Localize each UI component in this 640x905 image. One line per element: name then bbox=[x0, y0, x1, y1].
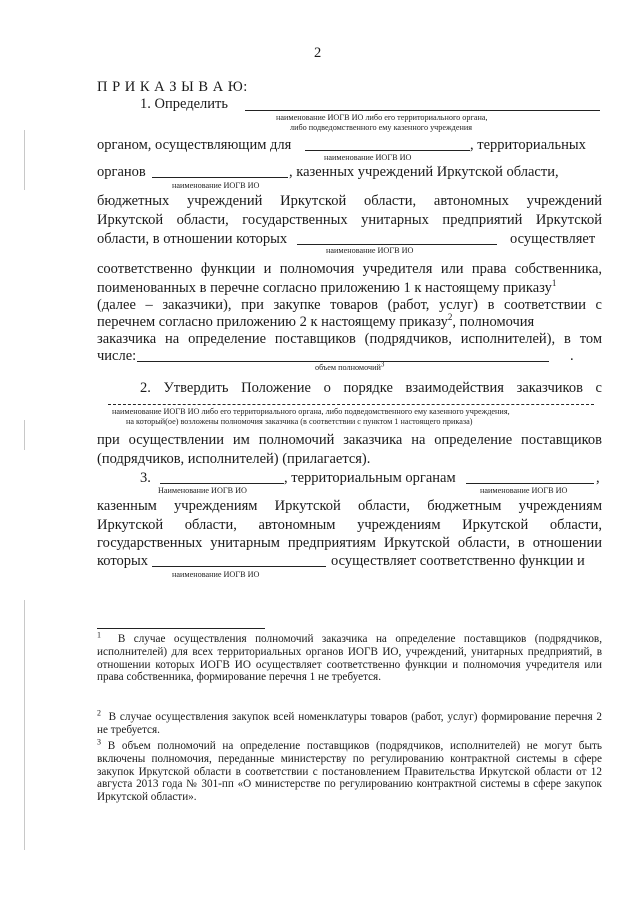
text-line: которых bbox=[97, 553, 149, 569]
text-line: органом, осуществляющим для bbox=[97, 137, 292, 153]
footnote-text: В объем полномочий на определение поставщиков (подрядчиков, исполнителей) не могут быть включены полномочия, переданные министерству по регулированию контрактной системы в сфере закупок Иркутской области в соответствии с постановлением Правительства Иркутской области от 12 августа 2013 года № 301-пп «О министерстве по регулированию контрактной системы в сфере закупок Иркутской области». bbox=[97, 740, 603, 804]
footnote-ref: 2 bbox=[447, 312, 453, 323]
footnote-1 bbox=[97, 630, 602, 684]
footnote-text: В случае осуществления полномочий заказчика на определение поставщиков (подрядчиков, исполнителей) для всех территориальных органов ИОГВ ИО, учреждений, унитарных предприятий, в отношении которых ИОГВ ИО осуществляет соответственно функции и полномочия учредителя или права собственника, формирование перечня 1 не требуется. bbox=[97, 633, 602, 684]
blank-field bbox=[297, 244, 497, 245]
text-span: , полномочия bbox=[452, 314, 535, 330]
text-line: 2. Утвердить Положение о порядке взаимодействия заказчиков с bbox=[140, 380, 602, 396]
text-line: 3. bbox=[140, 470, 151, 486]
text-line: казенным учреждениям Иркутской области, бюджетным учреждениям bbox=[97, 498, 602, 514]
left-margin-mark bbox=[24, 130, 25, 190]
text-line: числе: bbox=[97, 348, 137, 364]
text-line: области, в отношении которых bbox=[97, 231, 288, 247]
text-line: , территориальным органам bbox=[284, 470, 456, 486]
text-span: поименованных в перечне согласно приложению 1 к настоящему приказу bbox=[97, 280, 552, 296]
field-caption: наименование ИОГВ ИО либо его территориального органа, либо подведомственного ему казенного учреждения, bbox=[112, 407, 510, 416]
text-line: государственных унитарным предприятиям Иркутской области, в отношении bbox=[97, 535, 602, 551]
field-caption bbox=[315, 360, 385, 372]
footnote-2 bbox=[97, 708, 603, 737]
text-line: , казенных учреждений Иркутской области, bbox=[289, 164, 559, 180]
text-line: осуществляет bbox=[510, 231, 596, 247]
field-caption: либо подведомственного ему казенного учреждения bbox=[290, 123, 473, 132]
text-line bbox=[97, 280, 556, 296]
text-line: соответственно функции и полномочия учредителя или права собственника, bbox=[97, 261, 602, 277]
text-line: органов bbox=[97, 164, 146, 180]
footnote-mark: 2 bbox=[97, 708, 101, 718]
footnote-text: В случае осуществления закупок всей номенклатуры товаров (работ, услуг) формирование перечня 2 не требуется. bbox=[97, 711, 603, 736]
blank-field bbox=[466, 483, 594, 484]
field-caption: наименование ИОГВ ИО bbox=[172, 570, 260, 579]
blank-field bbox=[305, 150, 470, 151]
left-margin-mark bbox=[24, 420, 25, 450]
text-line: Иркутской области, государственных унитарных предприятий Иркутской bbox=[97, 212, 602, 228]
blank-field bbox=[160, 483, 284, 484]
text-line: , bbox=[596, 470, 600, 486]
footnote-3 bbox=[97, 737, 603, 804]
left-margin-mark bbox=[24, 600, 25, 850]
text-line bbox=[97, 314, 534, 330]
item1-intro: 1. Определить bbox=[140, 96, 228, 112]
field-caption: наименование ИОГВ ИО bbox=[326, 246, 414, 255]
footnote-mark: 3 bbox=[97, 737, 101, 747]
field-caption: на который(ое) возложены полномочия заказчика (в соответствии с пунктом 1 настоящего приказа) bbox=[126, 417, 473, 426]
field-caption: Наименование ИОГВ ИО bbox=[158, 486, 247, 495]
blank-field bbox=[245, 110, 600, 111]
text-line: . bbox=[570, 348, 574, 364]
footnote-ref: 1 bbox=[551, 278, 557, 289]
field-caption: наименование ИОГВ ИО bbox=[172, 181, 260, 190]
text-line: , территориальных bbox=[470, 137, 586, 153]
blank-field bbox=[137, 361, 549, 362]
caption-text: объем полномочий bbox=[315, 363, 381, 372]
footnote-separator bbox=[97, 628, 265, 629]
text-line: Иркутской области, автономным учреждениям Иркутской области, bbox=[97, 517, 602, 533]
text-line: при осуществлении им полномочий заказчика на определение поставщиков bbox=[97, 432, 602, 448]
text-line: (далее – заказчики), при закупке товаров (работ, услуг) в соответствии с bbox=[97, 297, 602, 313]
text-line: осуществляет соответственно функции и bbox=[331, 553, 585, 569]
text-line: (подрядчиков, исполнителей) (прилагается). bbox=[97, 451, 371, 467]
heading: П Р И К А З Ы В А Ю: bbox=[97, 79, 248, 95]
text-line: бюджетных учреждений Иркутской области, автономных учреждений bbox=[97, 193, 602, 209]
field-caption: наименование ИОГВ ИО bbox=[324, 153, 412, 162]
footnote-ref: 3 bbox=[380, 360, 385, 369]
field-caption: наименование ИОГВ ИО либо его территориального органа, bbox=[276, 113, 488, 122]
field-caption: наименование ИОГВ ИО bbox=[480, 486, 568, 495]
page-number: 2 bbox=[314, 45, 322, 61]
text-line: заказчика на определение поставщиков (подрядчиков, исполнителей), в том bbox=[97, 331, 602, 347]
footnote-mark: 1 bbox=[97, 630, 101, 640]
blank-field bbox=[152, 566, 326, 567]
blank-field bbox=[108, 404, 594, 405]
blank-field bbox=[152, 177, 288, 178]
text-span: перечнем согласно приложению 2 к настоящему приказу bbox=[97, 314, 448, 330]
